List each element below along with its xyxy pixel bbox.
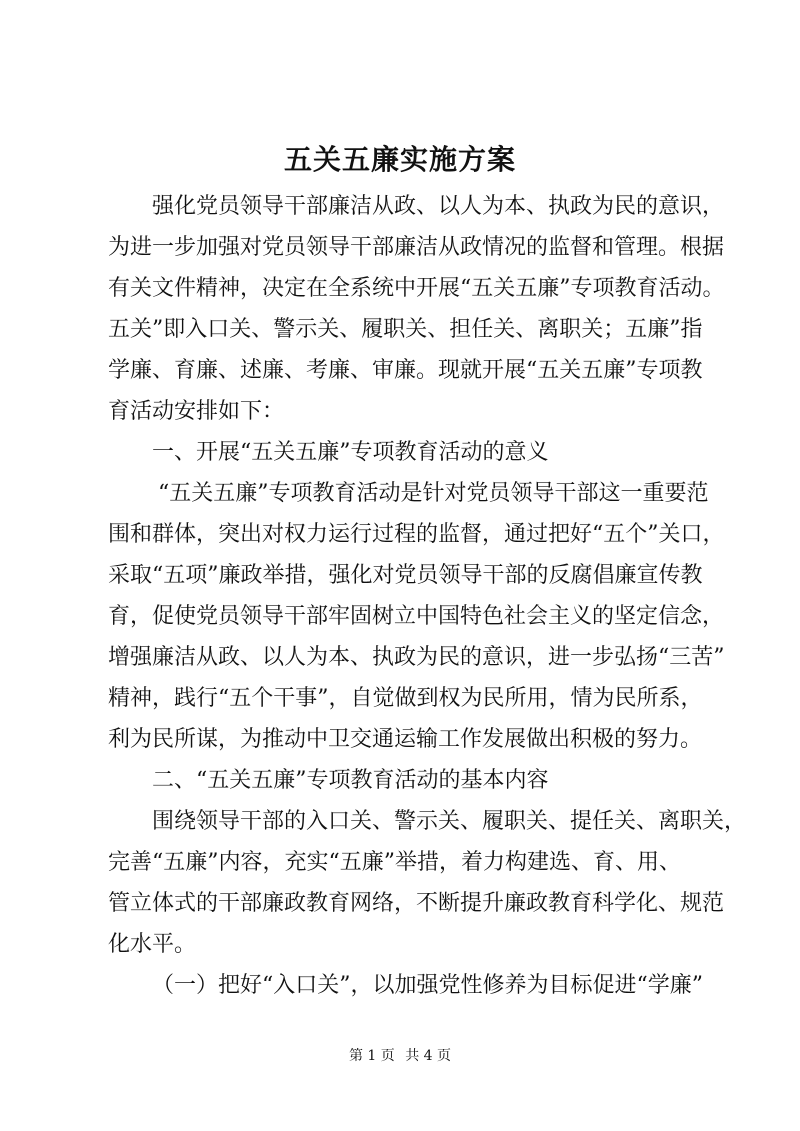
document-title: 五关五廉实施方案: [283, 143, 516, 176]
paragraph-line: 管立体式的干部廉政教育网络，不断提升廉政教育科学化、规范: [108, 891, 725, 916]
paragraph-line: 化水平。: [108, 932, 197, 957]
document-body: [108, 186, 747, 1006]
paragraph-line: 围和群体，突出对权力运行过程的监督，通过把好“五个”关口，: [108, 522, 725, 547]
section-heading: 二、“五关五廉”专项教育活动的基本内容: [152, 768, 549, 793]
paragraph-line: 采取“五项”廉政举措，强化对党员领导干部的反腐倡廉宣传教: [108, 563, 703, 588]
paragraph-line: “五关五廉”专项教育活动是针对党员领导干部这一重要范: [158, 481, 709, 506]
paragraph-line: 增强廉洁从政、以人为本、执政为民的意识，进一步弘扬“三苦”: [108, 645, 725, 670]
page-total: 共 4 页: [405, 1048, 452, 1064]
paragraph-line: 学廉、育廉、述廉、考廉、审廉。现就开展“五关五廉”专项教: [108, 358, 703, 383]
paragraph-line: 有关文件精神，决定在全系统中开展“五关五廉”专项教育活动。: [108, 276, 725, 301]
paragraph-line: 育活动安排如下：: [108, 399, 285, 424]
paragraph-line: 为进一步加强对党员领导干部廉洁从政情况的监督和管理。根据: [108, 235, 725, 260]
subsection-heading: （一）把好“入口关”，以加强党性修养为目标促进“学廉”: [152, 973, 703, 998]
section-heading: 一、开展“五关五廉”专项教育活动的意义: [152, 440, 549, 465]
paragraph-line: 精神，践行“五个干事”，自觉做到权为民所用，情为民所系，: [108, 686, 703, 711]
paragraph-line: 育，促使党员领导干部牢固树立中国特色社会主义的坚定信念，: [108, 604, 725, 629]
paragraph-line: 强化党员领导干部廉洁从政、以人为本、执政为民的意识，: [152, 194, 725, 219]
paragraph-line: 围绕领导干部的入口关、警示关、履职关、提任关、离职关，: [152, 809, 747, 834]
paragraph-line: 利为民所谋，为推动中卫交通运输工作发展做出积极的努力。: [108, 727, 703, 752]
paragraph-line: 五关”即入口关、警示关、履职关、担任关、离职关；五廉”指: [108, 317, 703, 342]
paragraph-line: 完善“五廉”内容，充实“五廉”举措，着力构建选、育、用、: [108, 850, 681, 875]
page-footer: [0, 1046, 800, 1066]
page-number: 第 1 页: [348, 1048, 395, 1064]
